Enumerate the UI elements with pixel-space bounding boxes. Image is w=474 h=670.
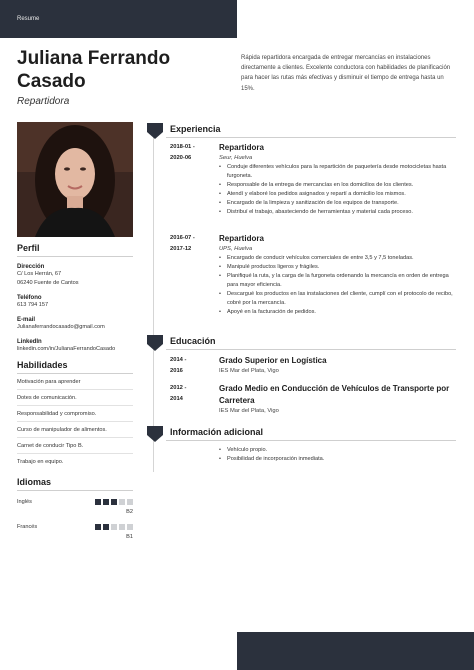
skill-item: Dotes de comunicación. — [17, 390, 133, 406]
date-end: 2020-06 — [170, 155, 192, 161]
divider — [166, 349, 456, 350]
profile-photo — [17, 122, 133, 237]
linkedin-value[interactable]: linkedin.com/in/JulianaFerrandoCasado — [17, 346, 116, 352]
language-level-dots — [95, 524, 133, 530]
entry-body — [219, 142, 455, 217]
level-dot-empty — [119, 524, 125, 530]
bullet-item: • Encargado de la limpieza y sanitización de los equipos de transporte. — [219, 199, 455, 208]
name-line-2: Casado — [17, 71, 86, 92]
bullet-item: • Posibilidad de incorporación inmediata. — [219, 455, 455, 464]
language-row — [17, 524, 133, 549]
adicional-heading: Información adicional — [170, 427, 264, 437]
bullet-item: • Planifiqué la ruta, y la carga de la furgoneta ordenando la mercancía en orden de entrega para mayor eficiencia. — [219, 272, 455, 290]
email-value[interactable]: Julianaferrandocasado@gmail.com — [17, 324, 105, 330]
language-row — [17, 499, 133, 524]
date-start: 2018-01 - — [170, 144, 195, 150]
language-level-dots — [95, 499, 133, 505]
name-line-1: Juliana Ferrando — [17, 48, 171, 69]
entry-dates — [170, 142, 215, 164]
bullet-item: • Descargué los productos en las instalaciones del cliente, cumplí con el protocolo de recibo, cobré por la mercancía. — [219, 290, 455, 308]
entry-body — [219, 355, 455, 376]
timeline-line — [153, 132, 154, 472]
school: IES Mar del Plata, Vigo — [219, 368, 279, 374]
bullet-item: • Manipulé productos ligeros y frágiles. — [219, 263, 455, 272]
school: IES Mar del Plata, Vigo — [219, 408, 279, 414]
degree-title: Grado Medio en Conducción de Vehículos de Transporte por Carretera — [219, 384, 450, 405]
level-dot-empty — [127, 499, 133, 505]
profile-summary: Rápida repartidora encargada de entregar mercancías en instalaciones directamente a clientes. Excelente conductora con habilidades de planificación para hacer las rutas más efectivas y disminuir el tiempo de entrega hasta un 15%. — [241, 55, 451, 92]
entry-body — [219, 446, 455, 464]
idiomas-heading: Idiomas — [17, 477, 52, 487]
bullet-item: • Atendí y elaboré los pedidos asignados y repartí a domicilio los mismos. — [219, 190, 455, 199]
language-level: B2 — [126, 509, 133, 515]
address-label: Dirección — [17, 264, 45, 270]
bullet-item: • Distribuí el trabajo, abasteciendo de herramientas y material cada proceso. — [219, 208, 455, 217]
company: UPS, Huelva — [219, 246, 253, 252]
candidate-name — [17, 47, 217, 93]
linkedin-label: LinkedIn — [17, 339, 42, 345]
section-flag-icon — [147, 335, 163, 351]
entry-dates — [170, 355, 215, 377]
date-start: 2014 - — [170, 357, 187, 363]
bullet-item: • Responsable de la entrega de mercancías en los domicilios de los clientes. — [219, 181, 455, 190]
bullet-item: • Encargado de conducir vehículos comerciales de entre 3,5 y 7,5 toneladas. — [219, 254, 455, 263]
entry-body — [219, 233, 455, 317]
date-end: 2017-12 — [170, 246, 192, 252]
skills-list — [17, 374, 133, 469]
date-start: 2016-07 - — [170, 235, 195, 241]
footer-bar — [237, 632, 474, 670]
header-bar — [0, 0, 237, 38]
divider — [166, 440, 456, 441]
address-line-2: 06240 Fuente de Cantos — [17, 280, 79, 286]
date-end: 2016 — [170, 368, 183, 374]
address-line-1: C/ Los Herrán, 67 — [17, 271, 62, 277]
skill-item: Curso de manipulador de alimentos. — [17, 422, 133, 438]
level-dot-filled — [103, 499, 109, 505]
section-flag-icon — [147, 426, 163, 442]
portrait-illustration — [17, 122, 133, 237]
level-dot-empty — [119, 499, 125, 505]
resume-tag: Resume — [17, 16, 40, 22]
language-level: B1 — [126, 534, 133, 540]
divider — [17, 256, 133, 257]
bullet-item: • Conduje diferentes vehículos para la repartición de paquetería desde motocicletas hasta furgoneta. — [219, 163, 455, 181]
entry-dates — [170, 383, 215, 405]
habilidades-heading: Habilidades — [17, 360, 68, 370]
skill-item: Trabajo en equipo. — [17, 459, 64, 465]
bullet-item: • Vehículo propio. — [219, 446, 455, 455]
section-flag-icon — [147, 123, 163, 139]
date-start: 2012 - — [170, 385, 187, 391]
level-dot-filled — [111, 499, 117, 505]
sidebar — [17, 243, 133, 549]
perfil-heading: Perfil — [17, 243, 40, 253]
job-role: Repartidora — [17, 96, 70, 107]
entry-body — [219, 383, 455, 416]
divider — [166, 137, 456, 138]
degree-title: Grado Superior en Logística — [219, 356, 327, 365]
skill-item: Responsabilidad y compromiso. — [17, 406, 133, 422]
level-dot-filled — [95, 524, 101, 530]
company: Seur, Huelva — [219, 155, 253, 161]
job-title: Repartidora — [219, 234, 264, 243]
level-dot-filled — [103, 524, 109, 530]
bullet-item: • Apoyé en la facturación de pedidos. — [219, 308, 455, 317]
language-name: Inglés — [17, 499, 32, 505]
phone-value: 613 794 157 — [17, 302, 49, 308]
phone-label: Teléfono — [17, 295, 42, 301]
job-title: Repartidora — [219, 143, 264, 152]
level-dot-filled — [95, 499, 101, 505]
entry-dates — [170, 233, 215, 255]
email-label: E-mail — [17, 317, 36, 323]
level-dot-empty — [111, 524, 117, 530]
languages-list — [17, 499, 133, 549]
educacion-heading: Educación — [170, 336, 216, 346]
language-name: Francés — [17, 524, 38, 530]
level-dot-empty — [127, 524, 133, 530]
date-end: 2014 — [170, 396, 183, 402]
experiencia-heading: Experiencia — [170, 124, 221, 134]
skill-item: Carnet de conducir Tipo B. — [17, 438, 133, 454]
divider — [17, 490, 133, 491]
skill-item: Motivación para aprender — [17, 374, 133, 390]
